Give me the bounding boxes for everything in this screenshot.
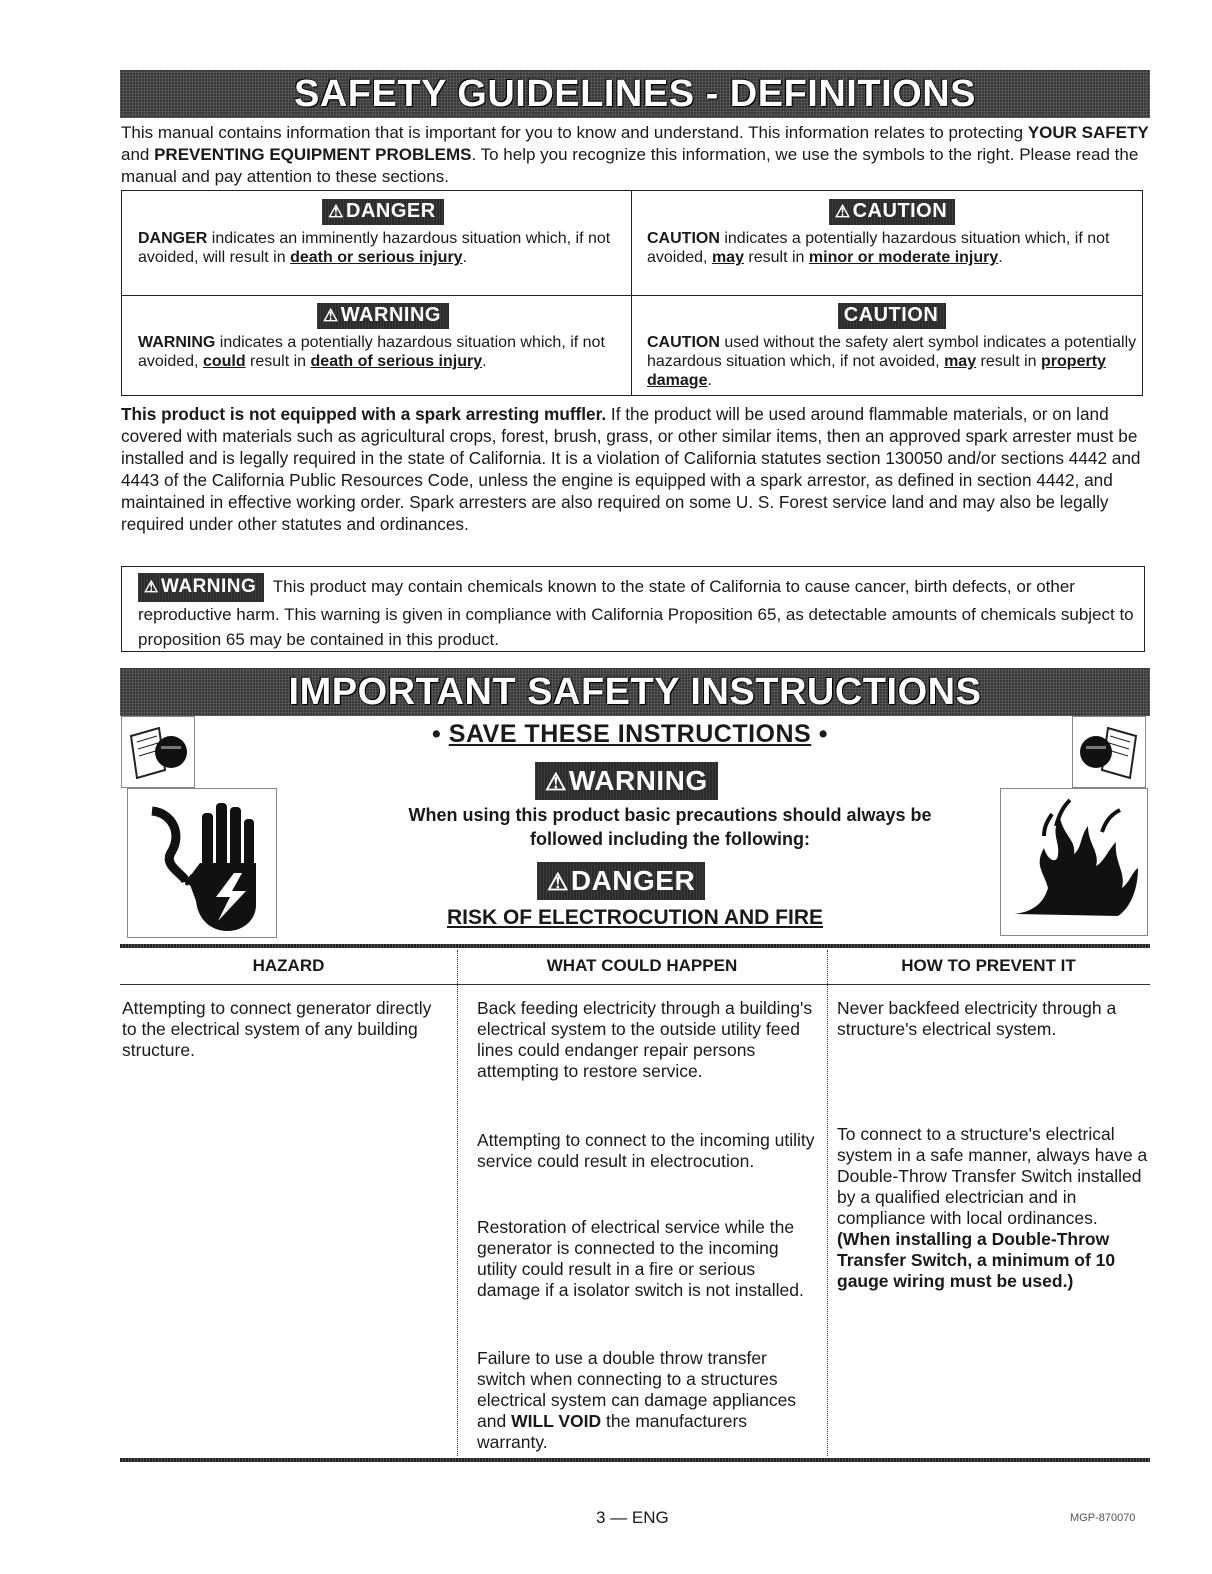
save-text: SAVE THESE INSTRUCTIONS	[448, 720, 812, 748]
alert-triangle-icon: ⚠	[547, 869, 569, 896]
page-number: 3 — ENG	[596, 1508, 669, 1527]
danger-definition: ⚠ DANGER DANGER indicates an imminently hazardous situation which, if not avoided, will result in death or serious injury.	[138, 200, 611, 266]
intro-bold-equipment: PREVENTING EQUIPMENT PROBLEMS	[154, 145, 472, 164]
caution-label: ⚠ CAUTION	[829, 199, 955, 225]
intro-text: . To help you recognize this information, we use the symbols to the right. Please read the manual and pay attention to these sections.	[121, 145, 1139, 186]
intro-bold-safety: YOUR SAFETY	[1027, 123, 1149, 142]
bullet: •	[432, 720, 442, 748]
risk-heading: RISK OF ELECTROCUTION AND FIRE	[446, 906, 824, 929]
precautions-text	[320, 803, 1020, 851]
prop65-warning	[121, 566, 1145, 652]
banner-title: SAFETY GUIDELINES - DEFINITIONS	[294, 72, 976, 115]
important-safety-banner	[120, 668, 1150, 716]
save-these-instructions	[370, 720, 890, 749]
danger-label: ⚠ DANGER	[322, 199, 443, 225]
alert-triangle-icon: ⚠	[144, 578, 159, 596]
prop65-warning-label: ⚠ WARNING	[138, 573, 264, 602]
prevent-cell: To connect to a structure's electrical system in a safe manner, always have a Double-Throw Transfer Switch installed by a qualified electrician and in compliance with local ordinances. (When installing a Double-Throw Transfer Switch, a minimum of 10 gauge wiring must be used.)	[837, 1124, 1148, 1291]
alert-triangle-icon: ⚠	[834, 202, 851, 221]
header-what-could-happen: WHAT COULD HAPPEN	[546, 956, 738, 975]
manual-icon	[1072, 716, 1146, 788]
precautions-line: When using this product basic precautions should always be	[408, 805, 932, 825]
alert-triangle-icon: ⚠	[328, 202, 345, 221]
alert-triangle-icon: ⚠	[545, 769, 567, 796]
fire-icon	[1000, 788, 1148, 936]
prevent-cell: Never backfeed electricity through a structure's electrical system.	[837, 998, 1117, 1039]
happen-cell: Attempting to connect to the incoming utility service could result in electrocution.	[477, 1130, 815, 1171]
definitions-grid	[121, 190, 1143, 396]
intro-paragraph	[121, 122, 1151, 188]
caution-noalert-label: CAUTION	[838, 303, 947, 329]
safety-guidelines-banner	[120, 70, 1150, 118]
alert-triangle-icon: ⚠	[323, 306, 339, 325]
spark-bold: This product is not equipped with a spark arresting muffler.	[121, 404, 607, 424]
spark-text: If the product will be used around flammable materials, or on land covered with materials such as agricultural crops, forest, brush, grass, or other similar items, then an approved spark arrester must be installed and is legally required in the state of California. It is a violation of California statutes section 130050 and/or sections 4442 and 4443 of the California Public Resources Code, unless the engine is equipped with a spark arrestor, as defined in section 4442, and maintained in effective working order. Spark arresters are also required on some U. S. Forest service land and may also be legally required under other statutes and ordinances.	[121, 404, 1141, 534]
large-warning-label: ⚠WARNING	[535, 762, 718, 800]
happen-cell: Back feeding electricity through a building's electrical system to the outside utility feed lines could endanger repair persons attempting to restore service.	[477, 998, 813, 1081]
happen-cell: Restoration of electrical service while the generator is connected to the incoming utility could result in a fire or serious damage if a isolator switch is not installed.	[477, 1217, 804, 1300]
happen-cell: Failure to use a double throw transfer switch when connecting to a structures electrical system can damage appliances and WILL VOID the manufacturers warranty.	[477, 1348, 797, 1452]
prop65-text: This product may contain chemicals known to the state of California to cause cancer, birth defects, or other reproductive harm. This warning is given in compliance with California Proposition 65, as detectable amounts of chemicals subject to proposition 65 may be contained in this product.	[138, 577, 1134, 649]
document-code: MGP-870070	[1070, 1512, 1136, 1524]
caution-noalert-definition: CAUTION CAUTION used without the safety alert symbol indicates a potentially hazardous situation which, if not avoided, may result in property damage.	[647, 304, 1137, 389]
intro-text: This manual contains information that is important for you to know and understand. This information relates to protecting	[121, 123, 1028, 142]
banner-title: IMPORTANT SAFETY INSTRUCTIONS	[288, 670, 982, 713]
manual-icon	[121, 716, 195, 788]
intro-text: and	[121, 145, 155, 164]
large-danger-label: ⚠DANGER	[537, 862, 705, 900]
hazard-table	[120, 944, 1150, 1464]
electric-hand-icon	[127, 788, 277, 938]
spark-arrester-notice	[121, 403, 1146, 535]
caution-definition: ⚠ CAUTION CAUTION indicates a potentially hazardous situation which, if not avoided, may result in minor or moderate injury.	[647, 200, 1110, 266]
header-hazard: HAZARD	[252, 956, 325, 975]
hazard-cell: Attempting to connect generator directly to the electrical system of any building structure.	[122, 998, 432, 1060]
warning-definition: ⚠ WARNING WARNING indicates a potentially hazardous situation which, if not avoided, could result in death of serious injury.	[138, 304, 605, 370]
warning-label: ⚠ WARNING	[317, 303, 449, 329]
precautions-line: followed including the following:	[530, 829, 810, 849]
header-how-to-prevent: HOW TO PREVENT IT	[901, 956, 1076, 975]
bullet: •	[818, 720, 828, 748]
